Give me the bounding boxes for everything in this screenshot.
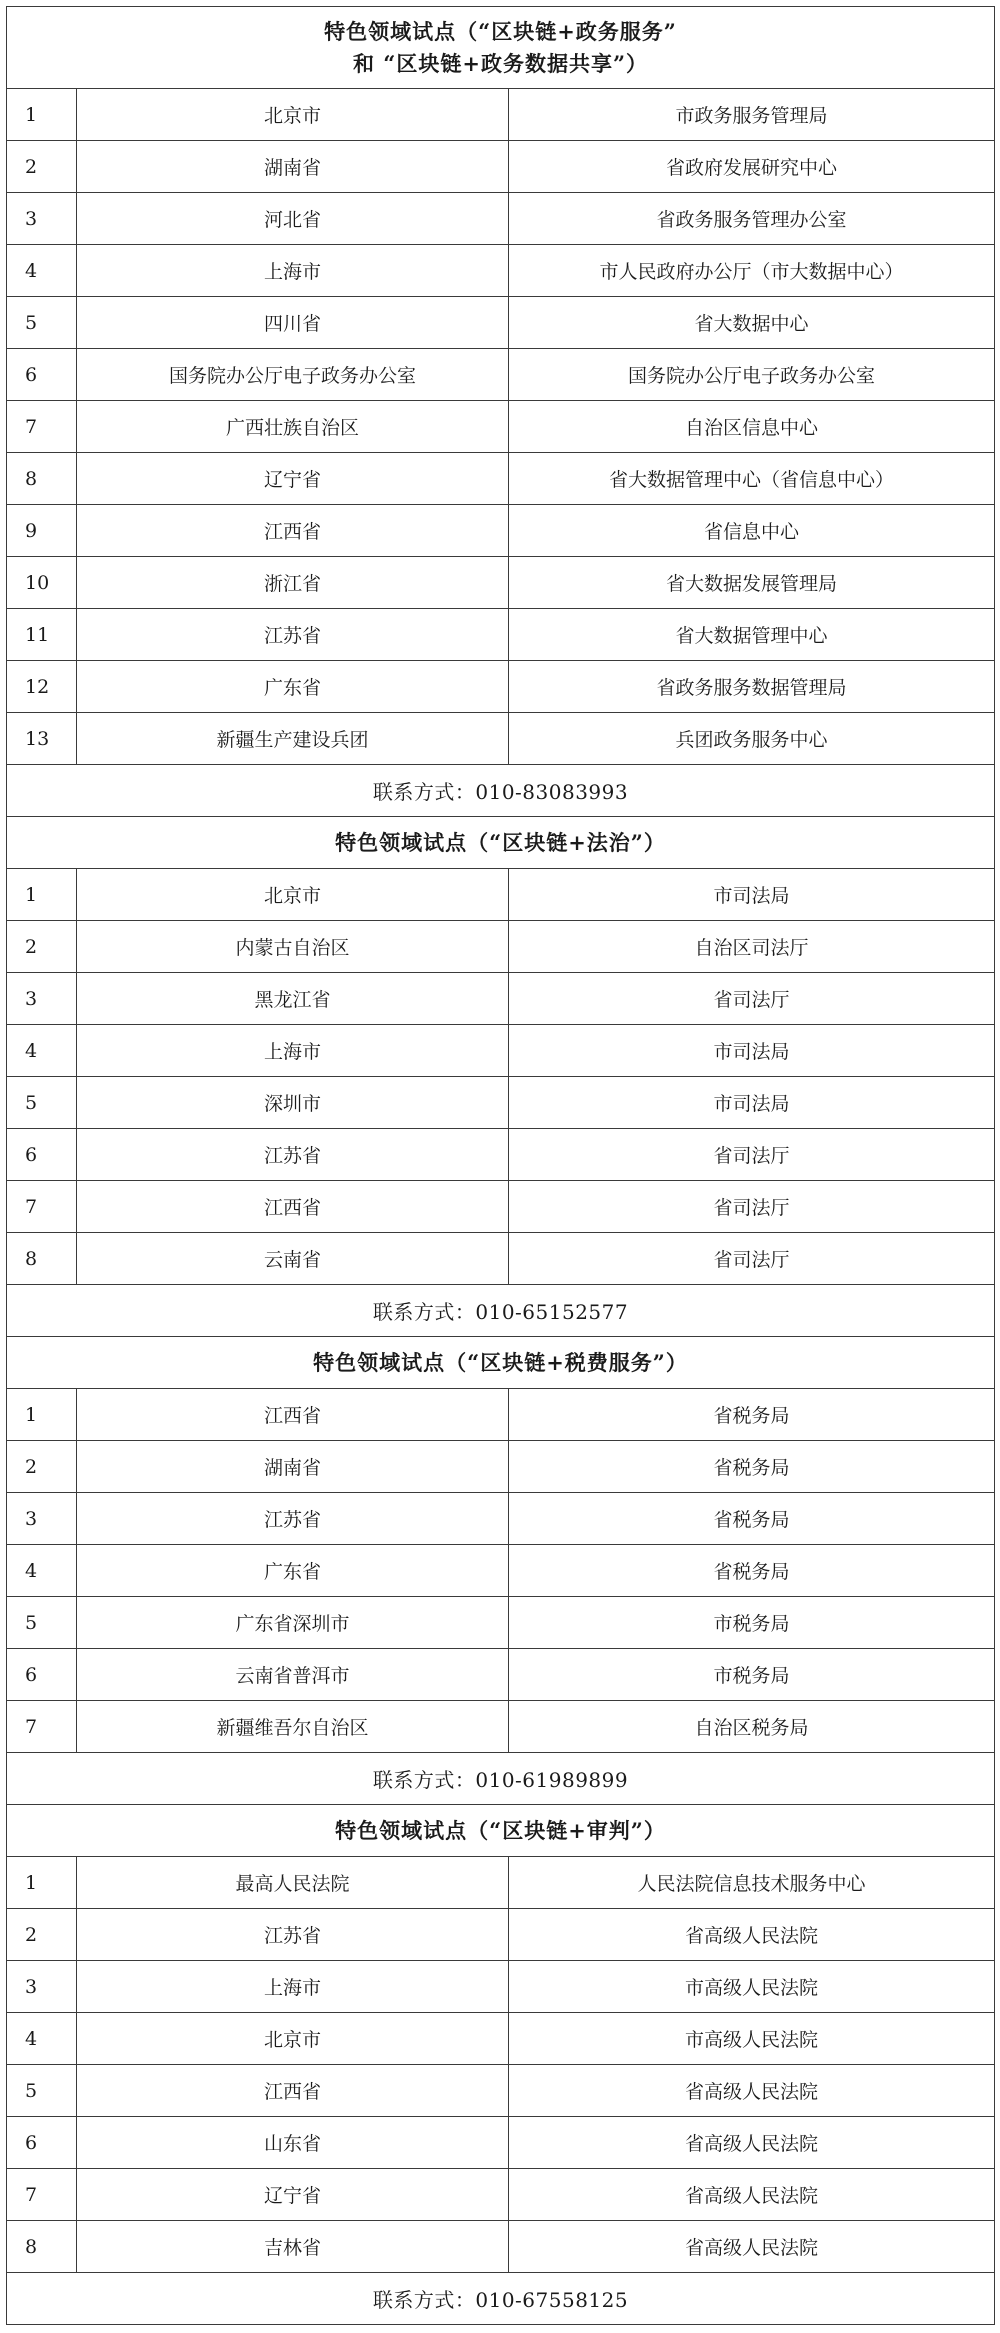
agency-cell: 市税务局 bbox=[509, 1649, 995, 1701]
agency-cell: 省高级人民法院 bbox=[509, 2065, 995, 2117]
section-title-line: 特色领域试点（“区块链+税费服务”） bbox=[313, 1349, 688, 1375]
table-row bbox=[7, 557, 995, 609]
contact-row bbox=[7, 765, 995, 817]
table-row bbox=[7, 1233, 995, 1285]
agency-cell: 省司法厅 bbox=[509, 1181, 995, 1233]
table-row bbox=[7, 349, 995, 401]
row-number: 5 bbox=[7, 2065, 77, 2117]
agency-cell: 省税务局 bbox=[509, 1493, 995, 1545]
section-title bbox=[7, 1805, 995, 1857]
agency-cell: 省司法厅 bbox=[509, 973, 995, 1025]
region-cell: 北京市 bbox=[77, 89, 509, 141]
table-row bbox=[7, 2169, 995, 2221]
table-row bbox=[7, 245, 995, 297]
table-row bbox=[7, 1181, 995, 1233]
row-number: 8 bbox=[7, 2221, 77, 2273]
table-row bbox=[7, 1493, 995, 1545]
region-cell: 深圳市 bbox=[77, 1077, 509, 1129]
table-row bbox=[7, 973, 995, 1025]
table-row bbox=[7, 2221, 995, 2273]
agency-cell: 省司法厅 bbox=[509, 1233, 995, 1285]
row-number: 1 bbox=[7, 1857, 77, 1909]
contact-info: 联系方式：010-67558125 bbox=[7, 2273, 995, 2325]
agency-cell: 市税务局 bbox=[509, 1597, 995, 1649]
region-cell: 辽宁省 bbox=[77, 453, 509, 505]
region-cell: 江西省 bbox=[77, 2065, 509, 2117]
section-title-row bbox=[7, 817, 995, 869]
row-number: 1 bbox=[7, 869, 77, 921]
region-cell: 湖南省 bbox=[77, 141, 509, 193]
agency-cell: 自治区信息中心 bbox=[509, 401, 995, 453]
agency-cell: 省政务服务管理办公室 bbox=[509, 193, 995, 245]
row-number: 11 bbox=[7, 609, 77, 661]
agency-cell: 市司法局 bbox=[509, 869, 995, 921]
table-row bbox=[7, 1701, 995, 1753]
contact-info: 联系方式：010-61989899 bbox=[7, 1753, 995, 1805]
row-number: 8 bbox=[7, 1233, 77, 1285]
agency-cell: 市人民政府办公厅（市大数据中心） bbox=[509, 245, 995, 297]
agency-cell: 国务院办公厅电子政务办公室 bbox=[509, 349, 995, 401]
agency-cell: 市司法局 bbox=[509, 1077, 995, 1129]
row-number: 3 bbox=[7, 1961, 77, 2013]
agency-cell: 省高级人民法院 bbox=[509, 2117, 995, 2169]
region-cell: 最高人民法院 bbox=[77, 1857, 509, 1909]
region-cell: 江苏省 bbox=[77, 609, 509, 661]
contact-row bbox=[7, 2273, 995, 2325]
agency-cell: 省大数据发展管理局 bbox=[509, 557, 995, 609]
row-number: 7 bbox=[7, 2169, 77, 2221]
region-cell: 湖南省 bbox=[77, 1441, 509, 1493]
agency-cell: 省大数据管理中心 bbox=[509, 609, 995, 661]
region-cell: 上海市 bbox=[77, 1025, 509, 1077]
agency-cell: 市政务服务管理局 bbox=[509, 89, 995, 141]
table-row bbox=[7, 505, 995, 557]
region-cell: 江苏省 bbox=[77, 1909, 509, 1961]
agency-cell: 自治区税务局 bbox=[509, 1701, 995, 1753]
section-title-row bbox=[7, 1337, 995, 1389]
region-cell: 山东省 bbox=[77, 2117, 509, 2169]
table-row bbox=[7, 401, 995, 453]
row-number: 10 bbox=[7, 557, 77, 609]
region-cell: 江西省 bbox=[77, 1181, 509, 1233]
region-cell: 北京市 bbox=[77, 869, 509, 921]
table-row bbox=[7, 1857, 995, 1909]
region-cell: 新疆维吾尔自治区 bbox=[77, 1701, 509, 1753]
region-cell: 黑龙江省 bbox=[77, 973, 509, 1025]
region-cell: 河北省 bbox=[77, 193, 509, 245]
contact-info: 联系方式：010-83083993 bbox=[7, 765, 995, 817]
row-number: 2 bbox=[7, 141, 77, 193]
row-number: 4 bbox=[7, 1545, 77, 1597]
agency-cell: 人民法院信息技术服务中心 bbox=[509, 1857, 995, 1909]
agency-cell: 省政务服务数据管理局 bbox=[509, 661, 995, 713]
agency-cell: 省信息中心 bbox=[509, 505, 995, 557]
region-cell: 吉林省 bbox=[77, 2221, 509, 2273]
agency-cell: 兵团政务服务中心 bbox=[509, 713, 995, 765]
section-title-row bbox=[7, 7, 995, 89]
section-title-line: 和 “区块链+政务数据共享”） bbox=[352, 50, 649, 76]
table-row bbox=[7, 609, 995, 661]
row-number: 6 bbox=[7, 1129, 77, 1181]
row-number: 3 bbox=[7, 1493, 77, 1545]
section-title-row bbox=[7, 1805, 995, 1857]
row-number: 6 bbox=[7, 349, 77, 401]
row-number: 7 bbox=[7, 1181, 77, 1233]
agency-cell: 市高级人民法院 bbox=[509, 2013, 995, 2065]
region-cell: 四川省 bbox=[77, 297, 509, 349]
region-cell: 国务院办公厅电子政务办公室 bbox=[77, 349, 509, 401]
table-row bbox=[7, 869, 995, 921]
table-row bbox=[7, 193, 995, 245]
row-number: 2 bbox=[7, 1441, 77, 1493]
agency-cell: 市高级人民法院 bbox=[509, 1961, 995, 2013]
agency-cell: 省税务局 bbox=[509, 1389, 995, 1441]
row-number: 5 bbox=[7, 1597, 77, 1649]
row-number: 5 bbox=[7, 1077, 77, 1129]
table-row bbox=[7, 1649, 995, 1701]
row-number: 1 bbox=[7, 1389, 77, 1441]
agency-cell: 省高级人民法院 bbox=[509, 2221, 995, 2273]
table-row bbox=[7, 1545, 995, 1597]
contact-info: 联系方式：010-65152577 bbox=[7, 1285, 995, 1337]
region-cell: 江苏省 bbox=[77, 1493, 509, 1545]
section-title-line: 特色领域试点（“区块链+审判”） bbox=[335, 1817, 666, 1843]
section-title bbox=[7, 7, 995, 89]
region-cell: 江西省 bbox=[77, 1389, 509, 1441]
region-cell: 江西省 bbox=[77, 505, 509, 557]
table-row bbox=[7, 1441, 995, 1493]
row-number: 6 bbox=[7, 2117, 77, 2169]
contact-row bbox=[7, 1285, 995, 1337]
table-row bbox=[7, 1077, 995, 1129]
row-number: 5 bbox=[7, 297, 77, 349]
table-row bbox=[7, 713, 995, 765]
row-number: 7 bbox=[7, 1701, 77, 1753]
agency-cell: 自治区司法厅 bbox=[509, 921, 995, 973]
table-row bbox=[7, 141, 995, 193]
pilot-table-body bbox=[7, 7, 995, 2325]
row-number: 13 bbox=[7, 713, 77, 765]
agency-cell: 省政府发展研究中心 bbox=[509, 141, 995, 193]
row-number: 4 bbox=[7, 2013, 77, 2065]
region-cell: 广东省 bbox=[77, 661, 509, 713]
row-number: 7 bbox=[7, 401, 77, 453]
row-number: 4 bbox=[7, 245, 77, 297]
region-cell: 云南省普洱市 bbox=[77, 1649, 509, 1701]
agency-cell: 省税务局 bbox=[509, 1545, 995, 1597]
table-row bbox=[7, 1025, 995, 1077]
agency-cell: 省司法厅 bbox=[509, 1129, 995, 1181]
agency-cell: 省大数据管理中心（省信息中心） bbox=[509, 453, 995, 505]
table-row bbox=[7, 1129, 995, 1181]
region-cell: 广东省深圳市 bbox=[77, 1597, 509, 1649]
region-cell: 内蒙古自治区 bbox=[77, 921, 509, 973]
row-number: 2 bbox=[7, 921, 77, 973]
table-row bbox=[7, 1909, 995, 1961]
table-row bbox=[7, 453, 995, 505]
section-title bbox=[7, 1337, 995, 1389]
table-row bbox=[7, 297, 995, 349]
row-number: 6 bbox=[7, 1649, 77, 1701]
table-row bbox=[7, 89, 995, 141]
row-number: 4 bbox=[7, 1025, 77, 1077]
table-row bbox=[7, 2013, 995, 2065]
region-cell: 上海市 bbox=[77, 245, 509, 297]
region-cell: 广东省 bbox=[77, 1545, 509, 1597]
row-number: 9 bbox=[7, 505, 77, 557]
pilot-table bbox=[6, 6, 995, 2325]
region-cell: 广西壮族自治区 bbox=[77, 401, 509, 453]
region-cell: 北京市 bbox=[77, 2013, 509, 2065]
region-cell: 辽宁省 bbox=[77, 2169, 509, 2221]
contact-row bbox=[7, 1753, 995, 1805]
table-row bbox=[7, 2065, 995, 2117]
row-number: 1 bbox=[7, 89, 77, 141]
region-cell: 新疆生产建设兵团 bbox=[77, 713, 509, 765]
agency-cell: 市司法局 bbox=[509, 1025, 995, 1077]
region-cell: 浙江省 bbox=[77, 557, 509, 609]
table-row bbox=[7, 1961, 995, 2013]
row-number: 8 bbox=[7, 453, 77, 505]
row-number: 12 bbox=[7, 661, 77, 713]
section-title-line: 特色领域试点（“区块链+法治”） bbox=[335, 829, 666, 855]
row-number: 2 bbox=[7, 1909, 77, 1961]
table-row bbox=[7, 2117, 995, 2169]
row-number: 3 bbox=[7, 973, 77, 1025]
table-row bbox=[7, 1389, 995, 1441]
agency-cell: 省税务局 bbox=[509, 1441, 995, 1493]
table-row bbox=[7, 921, 995, 973]
agency-cell: 省高级人民法院 bbox=[509, 1909, 995, 1961]
row-number: 3 bbox=[7, 193, 77, 245]
table-row bbox=[7, 661, 995, 713]
region-cell: 上海市 bbox=[77, 1961, 509, 2013]
agency-cell: 省大数据中心 bbox=[509, 297, 995, 349]
agency-cell: 省高级人民法院 bbox=[509, 2169, 995, 2221]
region-cell: 云南省 bbox=[77, 1233, 509, 1285]
table-row bbox=[7, 1597, 995, 1649]
section-title bbox=[7, 817, 995, 869]
region-cell: 江苏省 bbox=[77, 1129, 509, 1181]
section-title-line: 特色领域试点（“区块链+政务服务” bbox=[324, 18, 677, 44]
